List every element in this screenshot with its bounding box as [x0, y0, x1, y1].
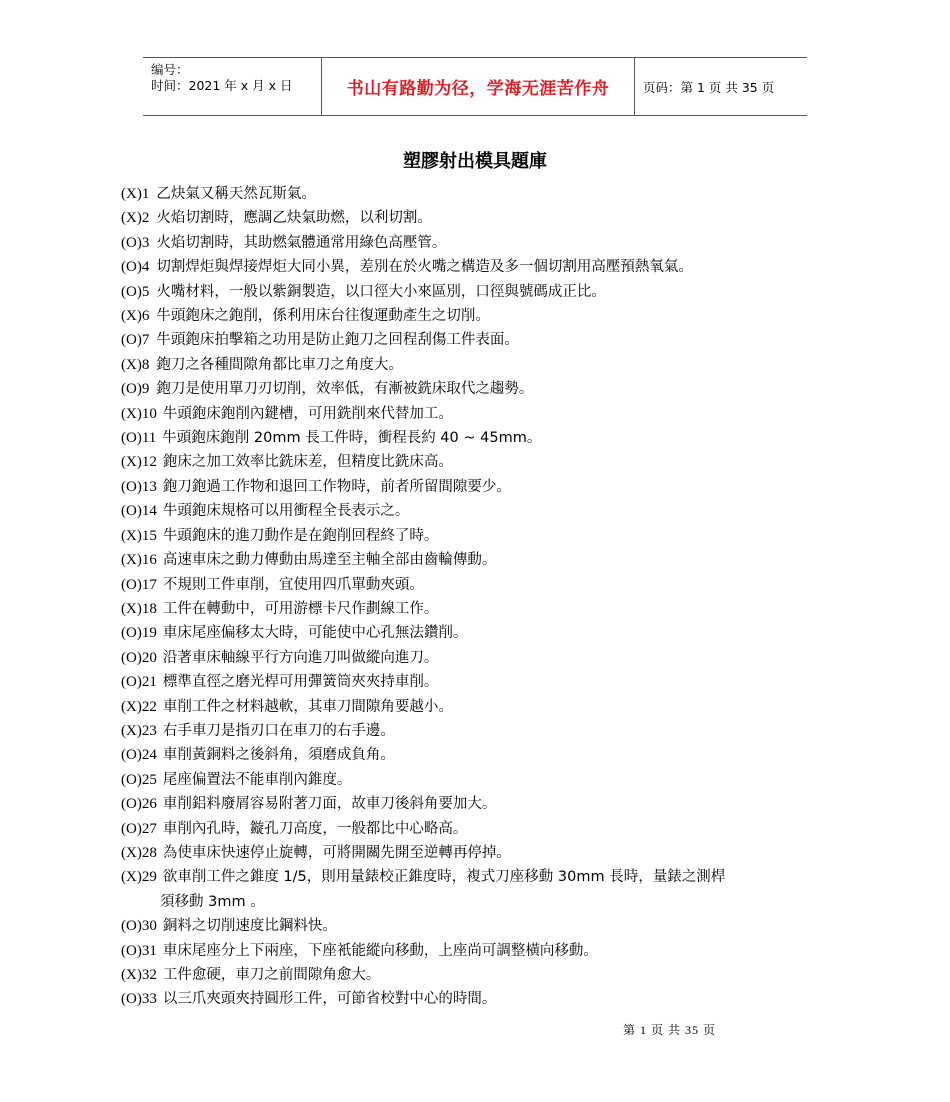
question-item [121, 328, 821, 352]
question-answer-mark: (X)22 [121, 698, 157, 715]
question-text: 工件愈硬，車刀之前間隙角愈大。 [162, 967, 381, 983]
question-answer-mark: (O)27 [121, 820, 157, 837]
question-item [121, 475, 821, 499]
question-text: 工件在轉動中，可用游標卡尺作劃線工作。 [162, 600, 439, 617]
question-answer-mark: (O)13 [121, 478, 157, 495]
question-answer-mark: (O)20 [121, 649, 157, 666]
document-date: 时间：2021 年 x 月 x 日 [151, 78, 293, 93]
question-answer-mark: (X)1 [121, 186, 150, 202]
question-text: 沿著車床軸線平行方向進刀叫做縱向進刀。 [162, 649, 439, 666]
question-text: 以三爪夾頭夾持圓形工件，可節省校對中心的時間。 [162, 991, 497, 1008]
question-continuation [121, 890, 821, 914]
question-item [121, 743, 821, 767]
question-text: 牛頭鉋床拍擊箱之功用是防止鉋刀之回程刮傷工件表面。 [156, 332, 519, 349]
question-item [121, 353, 821, 377]
question-answer-mark: (O)33 [121, 991, 157, 1008]
question-item [121, 524, 821, 548]
question-list [121, 182, 821, 1012]
question-item [121, 450, 821, 474]
question-item [121, 402, 821, 426]
question-item [121, 792, 821, 816]
question-text: 車削鋁料廢屑容易附著刀面，故車刀後斜角要加大。 [162, 796, 497, 813]
question-answer-mark: (X)28 [121, 844, 157, 861]
question-item [121, 987, 821, 1011]
question-item [121, 304, 821, 328]
question-text: 不規則工件車削，宜使用四爪單動夾頭。 [162, 576, 424, 593]
question-text: 牛頭鉋床之鉋削，係利用床台往復運動產生之切削。 [156, 308, 490, 325]
question-text: 車床尾座分上下兩座，下座衹能縱向移動，上座尚可調整橫向移動。 [162, 942, 598, 959]
question-text: 鉋刀是使用單刀刃切削，效率低，有漸被銑床取代之趨勢。 [156, 381, 534, 398]
question-text: 牛頭鉋床的進刀動作是在鉋削回程終了時。 [162, 527, 439, 544]
question-text: 牛頭鉋床鉋削內鍵槽，可用銑削來代替加工。 [162, 405, 453, 422]
question-item [121, 841, 821, 865]
question-item [121, 939, 821, 963]
question-item [121, 206, 821, 230]
header-page-info: 页码：第 1 页 共 35 页 [643, 79, 775, 95]
question-text: 銅料之切削速度比鋼料快。 [162, 918, 337, 935]
question-text: 鉋床之加工效率比銑床差，但精度比銑床高。 [162, 454, 453, 471]
question-text: 車床尾座偏移太大時，可能使中心孔無法鑽削。 [162, 625, 468, 642]
question-item [121, 255, 821, 279]
question-answer-mark: (O)19 [121, 625, 157, 642]
question-answer-mark: (X)18 [121, 600, 157, 617]
question-answer-mark: (X)16 [121, 552, 157, 569]
question-item [121, 719, 821, 743]
question-text: 乙炔氣又稱天然瓦斯氣。 [156, 186, 316, 202]
question-item [121, 573, 821, 597]
header-meta [143, 58, 321, 115]
question-item [121, 914, 821, 938]
question-answer-mark: (O)9 [121, 381, 150, 398]
question-answer-mark: (X)2 [121, 210, 150, 227]
question-answer-mark: (O)21 [121, 674, 157, 691]
question-text: 車削內孔時，鏇孔刀高度，一般都比中心略高。 [162, 820, 468, 837]
question-item [121, 182, 821, 206]
question-item [121, 670, 821, 694]
question-answer-mark: (O)7 [121, 332, 150, 349]
page-footer: 第 1 页 共 35 页 [623, 1023, 717, 1037]
question-item [121, 377, 821, 401]
question-answer-mark: (X)32 [121, 967, 157, 983]
question-text: 尾座偏置法不能車削內錐度。 [162, 771, 352, 788]
question-text: 牛頭鉋床鉋削 20mm 長工件時，衝程長約 40 ~ 45mm。 [162, 430, 542, 447]
question-answer-mark: (O)14 [121, 503, 157, 520]
question-item [121, 768, 821, 792]
question-item [121, 646, 821, 670]
question-answer-mark: (X)8 [121, 356, 150, 373]
question-text: 為使車床快速停止旋轉，可將開關先開至逆轉再停掉。 [162, 844, 511, 861]
question-answer-mark: (X)15 [121, 527, 157, 544]
question-text: 火焰切割時，應調乙炔氣助燃，以利切割。 [156, 210, 432, 227]
question-answer-mark: (X)6 [121, 308, 150, 325]
question-answer-mark: (O)5 [121, 283, 150, 300]
question-item [121, 548, 821, 572]
question-answer-mark: (O)30 [121, 918, 157, 935]
question-answer-mark: (O)3 [121, 234, 150, 251]
question-text: 切割焊炬與焊接焊炬大同小異，差別在於火嘴之構造及多一個切割用高壓預熱氧氣。 [156, 259, 693, 276]
question-text: 標準直徑之磨光桿可用彈簧筒夾夾持車削。 [162, 674, 439, 691]
question-text: 右手車刀是指刃口在車刀的右手邊。 [162, 722, 395, 739]
question-text: 欲車削工件之錐度 1/5，則用量錶校正錐度時，複式刀座移動 30mm 長時，量錶之測桿 [162, 869, 726, 886]
question-text: 鉋刀鉋過工作物和退回工作物時，前者所留間隙要少。 [162, 478, 511, 495]
question-item [121, 499, 821, 523]
page-header [143, 57, 807, 116]
question-answer-mark: (O)31 [121, 942, 157, 959]
question-answer-mark: (X)29 [121, 869, 157, 886]
question-answer-mark: (X)10 [121, 405, 157, 422]
question-answer-mark: (X)12 [121, 454, 157, 471]
question-text: 鉋刀之各種間隙角都比車刀之角度大。 [156, 356, 403, 373]
document-title: 塑膠射出模具題庫 [403, 151, 547, 172]
question-item [121, 231, 821, 255]
question-text: 車削工件之材料越軟，其車刀間隙角要越小。 [162, 698, 453, 715]
question-item [121, 597, 821, 621]
question-answer-mark: (O)24 [121, 747, 157, 764]
question-text: 火嘴材料，一般以紫銅製造，以口徑大小來區別，口徑與號碼成正比。 [156, 283, 606, 300]
question-item [121, 621, 821, 645]
question-item [121, 426, 821, 450]
question-answer-mark: (O)17 [121, 576, 157, 593]
question-item [121, 695, 821, 719]
question-item [121, 280, 821, 304]
question-item [121, 865, 821, 889]
question-continuation-text: 須移動 3mm 。 [160, 893, 265, 910]
document-number-label: 编号： [151, 62, 189, 77]
question-answer-mark: (O)4 [121, 259, 150, 276]
question-text: 牛頭鉋床規格可以用衝程全長表示之。 [162, 503, 410, 520]
question-text: 車削黃銅料之後斜角，須磨成負角。 [162, 747, 395, 764]
question-text: 高速車床之動力傳動由馬達至主軸全部由齒輪傳動。 [162, 552, 497, 569]
header-motto: 书山有路勤为径，学海无涯苦作舟 [321, 58, 635, 115]
question-answer-mark: (O)26 [121, 796, 157, 813]
question-answer-mark: (O)25 [121, 771, 157, 788]
question-answer-mark: (X)23 [121, 722, 157, 739]
question-answer-mark: (O)11 [121, 430, 157, 447]
question-item [121, 963, 821, 987]
question-text: 火焰切割時，其助燃氣體通常用綠色高壓管。 [156, 234, 447, 251]
question-item [121, 817, 821, 841]
